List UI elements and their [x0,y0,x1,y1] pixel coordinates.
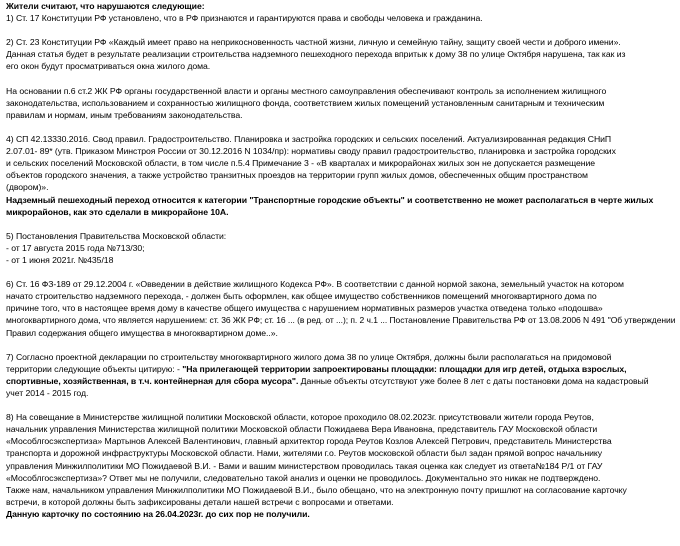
item-8-line: 8) На совещание в Министерстве жилищной политики Московской области, которое проходило 08.02.2023г. присутствовали жители города Реутов, [6,412,594,423]
item-5-line: 5) Постановления Правительства Московской области: [6,230,227,241]
item-8-bold-line: Данную карточку по состоянию на 26.04.2023г. до сих пор не получили. [6,508,310,519]
item-6-line: 6) Ст. 16 ФЗ-189 от 29.12.2004 г. «Овведении в действие жилищного Кодекса РФ». В соответствии с данной нормой закона, земельный участок на котором [6,279,624,290]
item-5 [6,230,676,266]
item-7-line: учет 2014 - 2015 год. [6,388,89,398]
item-4 [6,133,676,218]
item-8-line: управления Минжилполитики МО Пожидаевой В.И. - Вами и вашим министерством проводилась такая оценка как следует из ответа№184 Р/1 от ГАУ [6,460,603,471]
item-7-quote: спортивные, хозяйственная, в т.ч. контейнерная для сбора мусора". [6,375,299,386]
item-4-line: 2.07.01- 89* (утв. Приказом Минстроя России от 30.12.2016 N 1034/пр): нормативы своду правил градостроительство, планировка и застройка городских [6,146,616,157]
item-6-line: многоквартирного дома, что является нарушением: ст. 36 ЖК РФ; ст. 16 ... (в ред. от ...); п. 2 ч.1 ... Постановление Правительства РФ от 13.08.2006 N 491 "Об утверждении [6,315,676,326]
item-2-line: его окон будут просматриваться окна жилого дома. [6,61,211,72]
item-7-line [6,375,676,387]
item-1: 1) Ст. 17 Конституции РФ установлено, что в РФ признаются и гарантируются права и свободы человека и гражданина. [6,13,483,24]
item-6-line: начато строительство надземного перехода, - должен быть оформлен, как общее имущество собственников помещений многоквартирного дома по [6,291,597,302]
item-8-line: транспорта и дорожной инфраструктуры Московской области. Нами, жителями г.о. Реутов московской области был задан прямой вопрос начальнику [6,448,603,459]
item-8 [6,411,676,520]
item-7-prefix: территории следующие объекты цитирую: - [6,363,183,374]
item-7-line [6,363,676,375]
item-3-line: На основании п.6 ст.2 ЖК РФ органы государственной власти и органы местного самоуправления обеспечивают контроль за исполнением жилищного [6,85,607,96]
item-4-bold-line: Надземный пешеходный переход относится к категории "Транспортные городские объекты" и соответственно не может располагаться в черте жилых [6,194,654,205]
item-6 [6,278,676,338]
item-3-line: правилам и нормам, иным требованиям законодательства. [6,109,243,120]
item-2-line: 2) Ст. 23 Конституции РФ «Каждый имеет право на неприкосновенность частной жизни, личную и семейную тайну, защиту своей чести и доброго имени». [6,37,621,48]
item-7 [6,351,676,399]
item-8-line: Также нам, начальником управления Минжилполитики МО Пожидаевой В.И., было обещано, что на электронную почту пришлют на согласование карточку [6,484,627,495]
item-6-line: Правил содержания общего имущества в многоквартирном доме..». [6,327,278,338]
item-3-line: законодательства, использованием и сохранностью жилищного фонда, соответствием жилых помещений установленным санитарным и техническим [6,97,605,108]
item-8-line: «Мособлгосэкспертиза»? Ответ мы не получили, следовательно такой анализ и оценки не проводилось. Документально это никак не подтверждено. [6,472,601,483]
item-7-quote: "На прилегающей территории запроектированы площадки: площадки для игр детей, отдыха взрослых, [182,363,627,374]
item-5-line: - от 17 августа 2015 года №713/30; [6,242,145,253]
item-6-line: причине того, что в настоящее время дому в качестве общего имущества с нарушением нормативных размеров участка отведена только «подошва» [6,303,603,314]
document-heading: Жители считают, что нарушаются следующие: [6,1,205,11]
item-5-line: - от 1 июня 2021г. №435/18 [6,254,114,265]
item-2 [6,36,676,72]
item-8-line: начальник управления Министерства жилищной политики Московской области Пожидаева Вера Ивановна, представитель ГАУ Московской области [6,424,598,435]
item-2-line: Данная статья будет в результате реализации строительства надземного пешеходного перехода впритык к дому 38 по улице Октября нарушена, так как из [6,49,626,60]
item-3 [6,85,676,121]
item-7-rest: Данные объекты отсутствуют уже более 8 лет с даты постановки дома на кадастровый [298,375,649,386]
item-4-line: (двором)». [6,182,49,193]
item-7-line: 7) Согласно проектной декларации по строительству многоквартирного жилого дома 38 по улице Октября, должны были располагаться на придомовой [6,351,612,362]
item-4-line: объектов городского значения, а также устройство транзитных проездов на территории групп жилых домов, обеспеченных общим пространством [6,170,588,181]
item-4-bold-line: микрорайонов, как это сделали в микрорайоне 10А. [6,206,229,217]
item-8-line: «Мособлгосэкспертиза» Мартынов Алексей Валентинович, главный архитектор города Реутов Козлов Алексей Петрович, представитель Министерства [6,436,612,447]
item-8-line: встречи, в которой должны быть зафиксированы детали нашей встречи с вопросами и ответами. [6,496,394,507]
item-4-line: 4) СП 42.13330.2016. Свод правил. Градостроительство. Планировка и застройка городских и сельских поселений. Актуализированная редакция СНиП [6,134,612,145]
item-4-line: и сельских поселений Московской области, в том числе п.5.4 Примечание 3 - «В кварталах и микрорайонах жилых зон не допускается размещение [6,158,596,169]
